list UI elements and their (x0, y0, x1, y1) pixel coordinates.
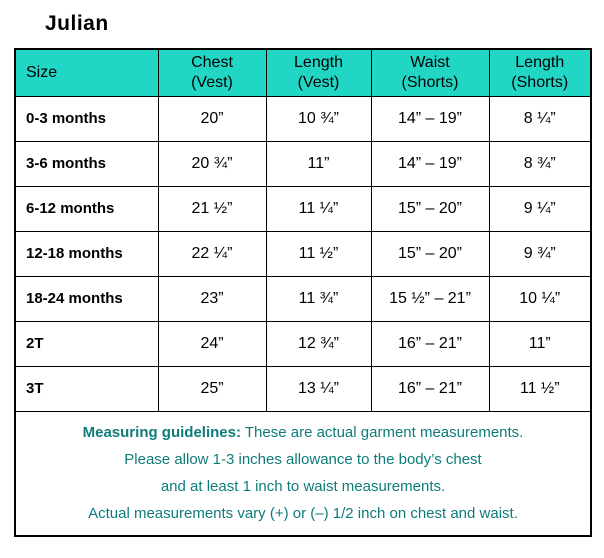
length-shorts-value: 11” (489, 321, 591, 366)
table-row (15, 276, 591, 321)
length-vest-value: 12 ¾” (266, 321, 371, 366)
page-title: Julian (45, 12, 109, 35)
length-vest-value: 13 ¼” (266, 366, 371, 411)
size-label: 6-12 months (15, 186, 158, 231)
table-row (15, 366, 591, 411)
chest-vest-value: 20” (158, 96, 266, 141)
column-header-length-shorts (489, 49, 591, 96)
header-label: Waist (410, 53, 450, 71)
length-shorts-value: 9 ¾” (489, 231, 591, 276)
column-header-chest-vest (158, 49, 266, 96)
size-label: 0-3 months (15, 96, 158, 141)
header-label: Chest (191, 53, 233, 71)
waist-shorts-value: 15” – 20” (371, 231, 489, 276)
chest-vest-value: 20 ¾” (158, 141, 266, 186)
length-shorts-value: 10 ¼” (489, 276, 591, 321)
header-sublabel: (Shorts) (401, 73, 459, 91)
length-shorts-value: 9 ¼” (489, 186, 591, 231)
chest-vest-value: 22 ¼” (158, 231, 266, 276)
chest-vest-value: 21 ½” (158, 186, 266, 231)
guidelines-bold-label: Measuring guidelines: (82, 424, 241, 442)
waist-shorts-value: 14” – 19” (371, 141, 489, 186)
size-chart-table (14, 48, 592, 537)
guidelines-line-1 (16, 419, 590, 446)
header-label: Size (26, 63, 58, 81)
guidelines-line-3: and at least 1 inch to waist measurements. (160, 478, 446, 496)
size-label: 2T (15, 321, 158, 366)
waist-shorts-value: 14” – 19” (371, 96, 489, 141)
length-vest-value: 11 ¼” (266, 186, 371, 231)
header-sublabel: (Vest) (297, 73, 340, 91)
size-label: 18-24 months (15, 276, 158, 321)
size-label: 3T (15, 366, 158, 411)
guidelines-line-4: Actual measurements vary (+) or (–) 1/2 inch on chest and waist. (88, 505, 518, 523)
length-vest-value: 11” (266, 141, 371, 186)
size-label: 12-18 months (15, 231, 158, 276)
size-label: 3-6 months (15, 141, 158, 186)
column-header-size (15, 49, 158, 96)
table-row (15, 141, 591, 186)
header-label: Length (294, 53, 343, 71)
column-header-waist-shorts (371, 49, 489, 96)
waist-shorts-value: 16” – 21” (371, 366, 489, 411)
header-sublabel: (Vest) (191, 73, 233, 91)
header-label: Length (515, 53, 565, 71)
measuring-guidelines (15, 411, 591, 536)
footer-row (15, 411, 591, 536)
length-vest-value: 10 ¾” (266, 96, 371, 141)
length-vest-value: 11 ½” (266, 231, 371, 276)
length-vest-value: 11 ¾” (266, 276, 371, 321)
table-row (15, 321, 591, 366)
table-row (15, 186, 591, 231)
table-row (15, 231, 591, 276)
table-row (15, 96, 591, 141)
column-header-length-vest (266, 49, 371, 96)
guidelines-line-1-rest: These are actual garment measurements. (240, 424, 524, 442)
waist-shorts-value: 16” – 21” (371, 321, 489, 366)
length-shorts-value: 8 ¼” (489, 96, 591, 141)
chest-vest-value: 23” (158, 276, 266, 321)
length-shorts-value: 11 ½” (489, 366, 591, 411)
waist-shorts-value: 15” – 20” (371, 186, 489, 231)
table-header-row (15, 49, 591, 96)
waist-shorts-value: 15 ½” – 21” (371, 276, 489, 321)
chest-vest-value: 25” (158, 366, 266, 411)
header-sublabel: (Shorts) (511, 73, 569, 91)
length-shorts-value: 8 ¾” (489, 141, 591, 186)
guidelines-line-2: Please allow 1-3 inches allowance to the body’s chest (124, 451, 482, 469)
chest-vest-value: 24” (158, 321, 266, 366)
